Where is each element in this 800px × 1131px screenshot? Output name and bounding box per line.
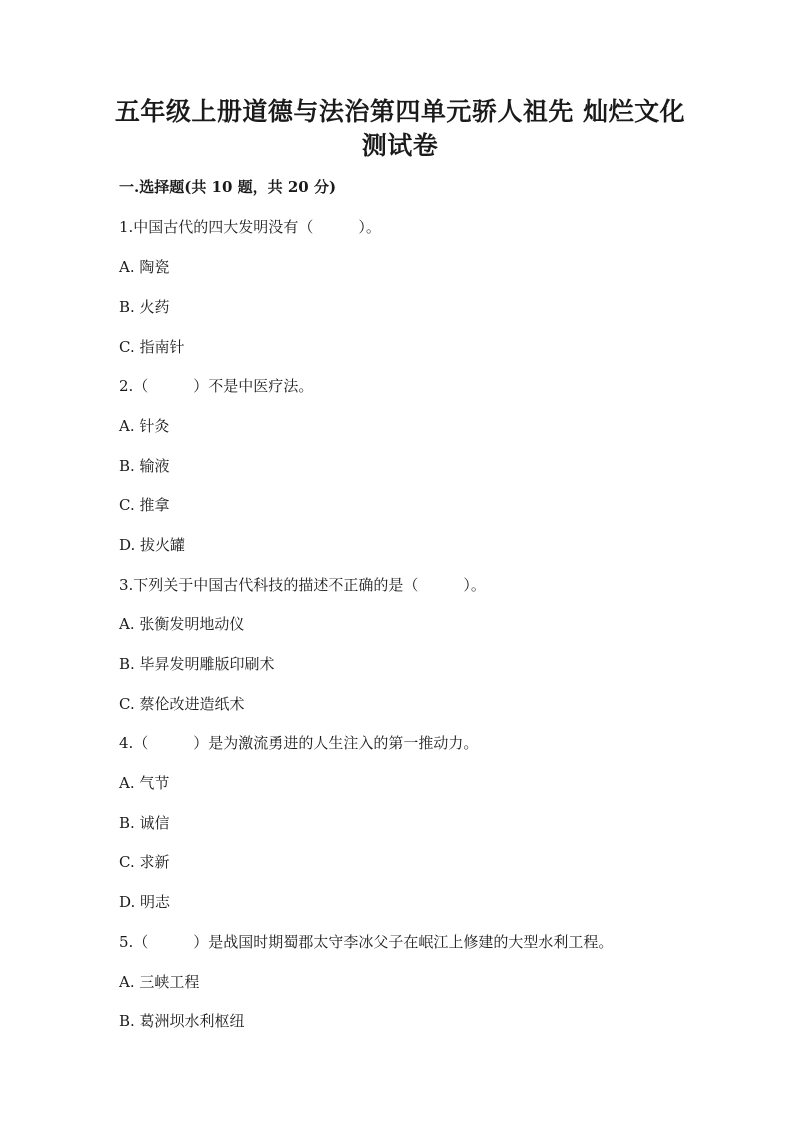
question-stem: 4.（ ）是为激流勇进的人生注入的第一推动力。 xyxy=(119,734,479,752)
question-option: A. 三峡工程 xyxy=(119,973,200,991)
question-stem: 3.下列关于中国古代科技的描述不正确的是（ ）。 xyxy=(119,576,486,594)
question-option: A. 陶瓷 xyxy=(119,258,170,276)
question-option: C. 求新 xyxy=(119,853,170,871)
page-title: 五年级上册道德与法治第四单元骄人祖先 灿烂文化 xyxy=(114,97,686,126)
question-stem: 2.（ ）不是中医疗法。 xyxy=(119,377,314,395)
question-option: C. 推拿 xyxy=(119,496,170,514)
question-option: A. 针灸 xyxy=(119,417,170,435)
question-option: A. 气节 xyxy=(119,774,170,792)
section-heading: 一.选择题(共 10 题，共 20 分) xyxy=(119,178,337,196)
question-stem: 5.（ ）是战国时期蜀郡太守李冰父子在岷江上修建的大型水利工程。 xyxy=(119,933,614,951)
question-option: D. 拔火罐 xyxy=(119,536,186,554)
question-option: C. 指南针 xyxy=(119,338,185,356)
question-option: B. 火药 xyxy=(119,298,170,316)
question-option: A. 张衡发明地动仪 xyxy=(119,615,245,633)
question-option: C. 蔡伦改进造纸术 xyxy=(119,695,245,713)
question-option: B. 输液 xyxy=(119,457,170,475)
question-option: B. 诚信 xyxy=(119,814,170,832)
question-stem: 1.中国古代的四大发明没有（ ）。 xyxy=(119,218,381,236)
page-title-continued: 测试卷 xyxy=(361,131,439,160)
question-option: B. 葛洲坝水利枢纽 xyxy=(119,1012,245,1030)
question-option: B. 毕昇发明雕版印刷术 xyxy=(119,655,275,673)
question-option: D. 明志 xyxy=(119,893,171,911)
